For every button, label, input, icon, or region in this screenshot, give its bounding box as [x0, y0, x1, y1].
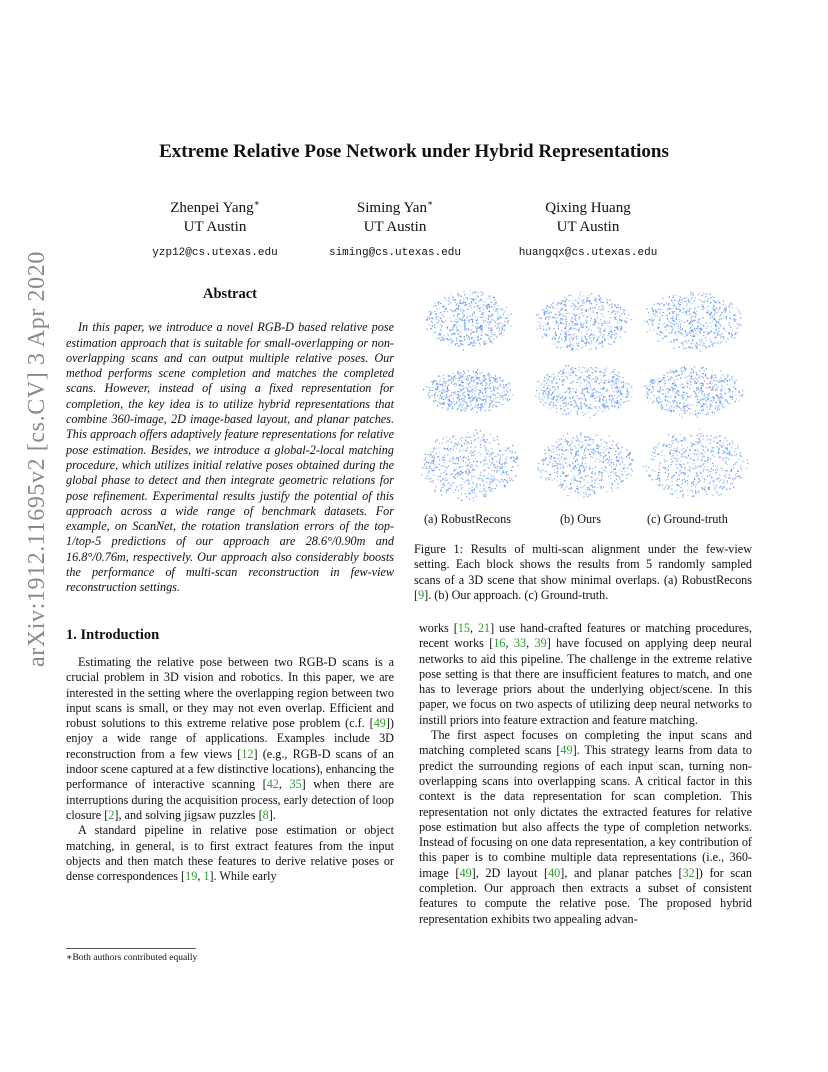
- author-affiliation: UT Austin: [183, 219, 247, 235]
- citation-link[interactable]: 15: [457, 621, 470, 635]
- citation-link[interactable]: 19: [185, 869, 198, 884]
- footnote: ∗Both authors contributed equally: [66, 953, 198, 963]
- point-cloud-blob: [421, 429, 519, 501]
- point-cloud-blob: [643, 366, 743, 418]
- citation-link[interactable]: 42: [266, 777, 279, 792]
- point-cloud-blob: [537, 432, 634, 497]
- intro-paragraph: A standard pipeline in relative pose estimation or object matching, in general, is to first extract features from the input objects and then match these features to derive relative poses or dense correspondences [19, 1]. While early: [66, 823, 394, 884]
- citation-link[interactable]: 35: [289, 777, 302, 792]
- point-cloud-blob: [535, 365, 632, 418]
- footnote-rule: [66, 948, 196, 949]
- subfigure-caption: (a) RobustRecons: [424, 512, 511, 526]
- body-paragraph: The first aspect focuses on completing the input scans and matching completed scans [49]. This strategy learns from data to predict the surrounding regions of each input scan, turning non-overlapping scans into overlapping scans. A critical factor in this context is the data representation for scan completion. This representation not only dictates the extracted features for relative pose estimation but also affects the type of completion networks. Instead of focusing on one data representation, a key contribution of this paper is to combine multiple data representations (i.e., 360-image [49], 2D layout [40], and planar patches [32]) for scan completion. Our approach then extracts a subset of consistent features to compute the relative pose. The proposed hybrid representation exhibits two appealing advan-: [419, 728, 752, 926]
- point-cloud-blob: [642, 429, 748, 499]
- paper-title: Extreme Relative Pose Network under Hybrid Representations: [159, 141, 669, 162]
- point-cloud-blob: [536, 292, 632, 351]
- citation-link[interactable]: 21: [477, 621, 491, 635]
- author-block: [285, 194, 505, 263]
- left-column: [66, 287, 394, 884]
- citation-link[interactable]: 16: [493, 636, 506, 651]
- abstract-text: In this paper, we introduce a novel RGB-D based relative pose estimation approach that is suitable for small-overlapping or non-overlapping scans and can output multiple relative poses. Our method performs scene completion and matches the completed scans. However, instead of using a fixed representation for completion, the key idea is to utilize hybrid representations that combine 360-image, 2D image-based layout, and planar patches. This approach offers adaptively feature representations for relative pose estimation. Besides, we introduce a global-2-local matching procedure, which utilizes initial relative poses obtained during the global phase to detect and then integrate geometric relations for pose refinement. Experimental results justify the potential of this approach across a wide range of benchmark datasets. For example, on ScanNet, the rotation translation errors of the top-1/top-5 predictions of our approach are 28.6°/0.90m and 16.8°/0.76m, respectively. Our approach also considerably boosts the performance of multi-scan reconstruction in few-view reconstruction settings.: [66, 320, 394, 595]
- author-affiliation: UT Austin: [363, 219, 427, 235]
- point-cloud-blob: [423, 369, 514, 413]
- subfigure-caption: (b) Ours: [560, 512, 601, 526]
- citation-link[interactable]: 12: [241, 746, 254, 761]
- intro-paragraph: Estimating the relative pose between two RGB-D scans is a crucial problem in 3D vision and robotics. In this paper, we are interested in the setting where the overlapping region between two input scans is small, or they may not even overlap. Efficient and robust solutions to this extreme relative pose problem (c.f. [49]) enjoy a wide range of applications. Examples include 3D reconstruction from a few views [12] (e.g., RGB-D scans of an indoor scene captured at a few distinctive locations), enhancing the performance of interactive scanning [42, 35] when there are interruptions during the acquisition process, early detection of loop closure [2], and solving jigsaw puzzles [8].: [66, 654, 394, 822]
- citation-link[interactable]: 33: [513, 636, 527, 651]
- author-affiliation: UT Austin: [556, 219, 620, 235]
- body-paragraph: works [15, 21] use hand-crafted features or matching procedures, recent works [16, 33, 39] have focused on applying deep neural networks to aid this pipeline. The challenge in the extreme relative pose setting is that there are insufficient features to match, and one has to leverage priors about the underlying object/scene. In this paper, we focus on two aspects of utilizing deep neural networks to instill priors into feature extraction and feature matching.: [419, 621, 753, 727]
- citation-link[interactable]: 32: [682, 865, 695, 880]
- author-email[interactable]: huangqx@cs.utexas.edu: [518, 247, 658, 259]
- figure-point-clouds: [414, 284, 752, 508]
- citation-link[interactable]: 1: [203, 869, 210, 884]
- author-email[interactable]: siming@cs.utexas.edu: [328, 247, 462, 259]
- right-column: [419, 621, 752, 927]
- citation-link[interactable]: 2: [108, 807, 115, 822]
- author-name: Qixing Huang: [545, 200, 631, 216]
- author-block: [478, 194, 698, 263]
- citation-link[interactable]: 39: [534, 636, 547, 651]
- author-name: Siming Yan: [356, 200, 427, 216]
- author-name: Zhenpei Yang: [170, 200, 254, 216]
- author-mark: ∗: [426, 198, 434, 208]
- citation-link[interactable]: 40: [548, 865, 561, 880]
- abstract-heading: Abstract: [203, 286, 257, 302]
- citation-link[interactable]: 9: [418, 587, 425, 602]
- citation-link[interactable]: 49: [373, 716, 386, 731]
- point-cloud-blob: [644, 291, 742, 352]
- citation-link[interactable]: 8: [262, 807, 269, 822]
- arxiv-identifier: arXiv:1912.11695v2 [cs.CV] 3 Apr 2020: [24, 251, 50, 667]
- citation-link[interactable]: 49: [560, 743, 573, 758]
- author-mark: ∗: [253, 198, 260, 208]
- author-email[interactable]: yzp12@cs.utexas.edu: [152, 247, 278, 259]
- point-cloud-blob: [426, 290, 512, 351]
- subfigure-caption: (c) Ground-truth: [647, 512, 728, 526]
- section-heading: 1. Introduction: [66, 626, 160, 643]
- citation-link[interactable]: 49: [459, 865, 472, 880]
- point-cloud-image: [414, 284, 752, 508]
- figure-caption: Figure 1: Results of multi-scan alignment under the few-view setting. Each block shows the results from 5 randomly sampled scans of a 3D scene that show minimal overlaps. (a) RobustRecons [9]. (b) Our approach. (c) Ground-truth.: [414, 542, 752, 602]
